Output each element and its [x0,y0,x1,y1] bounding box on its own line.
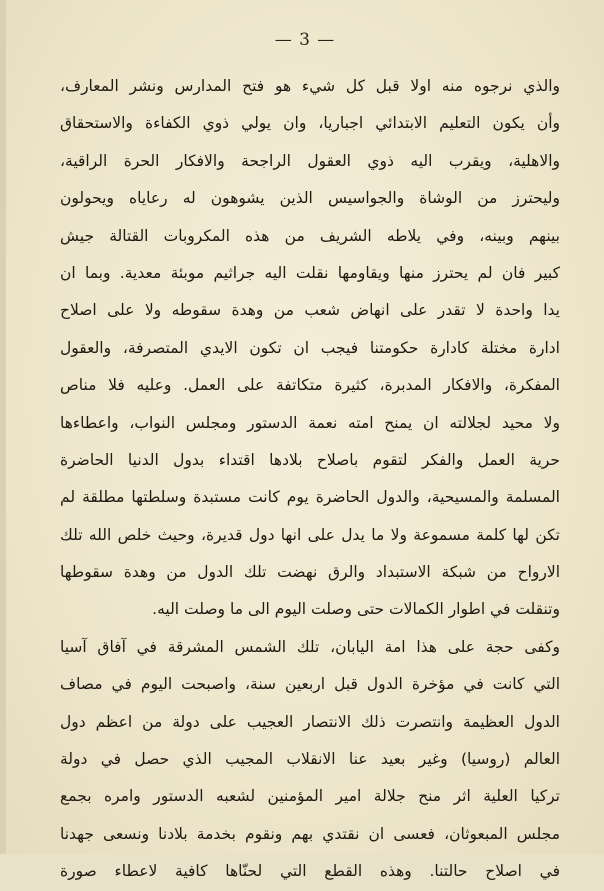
text-line: تكن لها كلمة مسموعة ولا ما يدل على انها دول قديرة، وحيث خلص الله تلك [60,525,560,544]
text-line: وتنقلت في اطوار الكمالات حتى وصلت اليوم الى ما وصلت اليه. [152,600,560,619]
text-line: الارواح من شبكة الاستبداد والرق نهضت تلك الدول من وهدة سقوطها [60,563,560,582]
text-line: الدول العظيمة وانتصرت ذلك الانتصار العجيب على دولة من اعظم دول [60,712,560,731]
text-line: ادارة مختلة كادارة حكومتنا فيجب ان تكون الايدي المتصرفة، والعقول [60,338,560,357]
text-line: كبير فان لم يحترز منها ويقاومها نقلت اليه جراثيم موبئة معدية. وبما ان [60,263,560,282]
body-text [60,68,560,891]
text-line: التي كانت في مؤخرة الدول قبل اربعين سنة، واصبحت اليوم في مصاف [60,675,560,694]
text-line: وليحترز من الوشاة والجواسيس الذين يشوهون له رعاياه ويحولون [60,189,560,208]
text-line: وأن يكون التعليم الابتدائي اجباريا، وان يولي ذوي الكفاءة والاستحقاق [60,114,560,133]
text-line: ولا محيد لجلالته ان يمنح امته نعمة الدستور ومجلس النواب، واعطاءها [60,413,560,432]
text-line: في اصلاح حالتنا. وهذه القطع التي لحنّاها كافية لاعطاء صورة [60,862,560,881]
text-line: والذي نرجوه منه اولا قبل كل شيء هو فتح المدارس ونشر المعارف، [60,77,560,95]
text-line: يدا واحدة لا تقدر على انهاض شعب من وهدة سقوطه ولا على اصلاح [60,301,560,320]
text-line: مجلس المبعوثان، فعسى ان نقتدي بهم ونقوم بخدمة بلادنا ونسعى جهدنا [60,824,560,843]
page-number: — 3 — [274,30,336,50]
text-line: بينهم وبينه، وفي يلاطه الشريف من هذه المكروبات القتالة جيش [60,226,560,245]
text-line: العالم (روسيا) وغير بعيد عنا الانقلاب المجيب الذي حصل في دولة [60,750,560,769]
text-line: حرية العمل والفكر لتقوم باصلاح بلادها اقتداء بدول الدنيا الحاضرة [60,450,560,469]
text-line: المفكرة، والافكار المدبرة، كثيرة متكاتفة على العمل. وعليه فلا مناص [60,376,560,395]
text-line: تركيا العلية اثر منح جلالة امير المؤمنين لشعبه الدستور وامره بجمع [60,787,560,806]
text-line: وكفى حجة على هذا امة اليابان، تلك الشمس المشرقة في آفاق آسيا [60,637,560,656]
text-line: والاهلية، ويقرب اليه ذوي العقول الراجحة والافكار الحرة الراقية، [60,151,560,170]
text-line: المسلمة والمسيحية، والدول الحاضرة يوم كانت مستبدة وسلطتها مطلقة لم [60,488,560,507]
